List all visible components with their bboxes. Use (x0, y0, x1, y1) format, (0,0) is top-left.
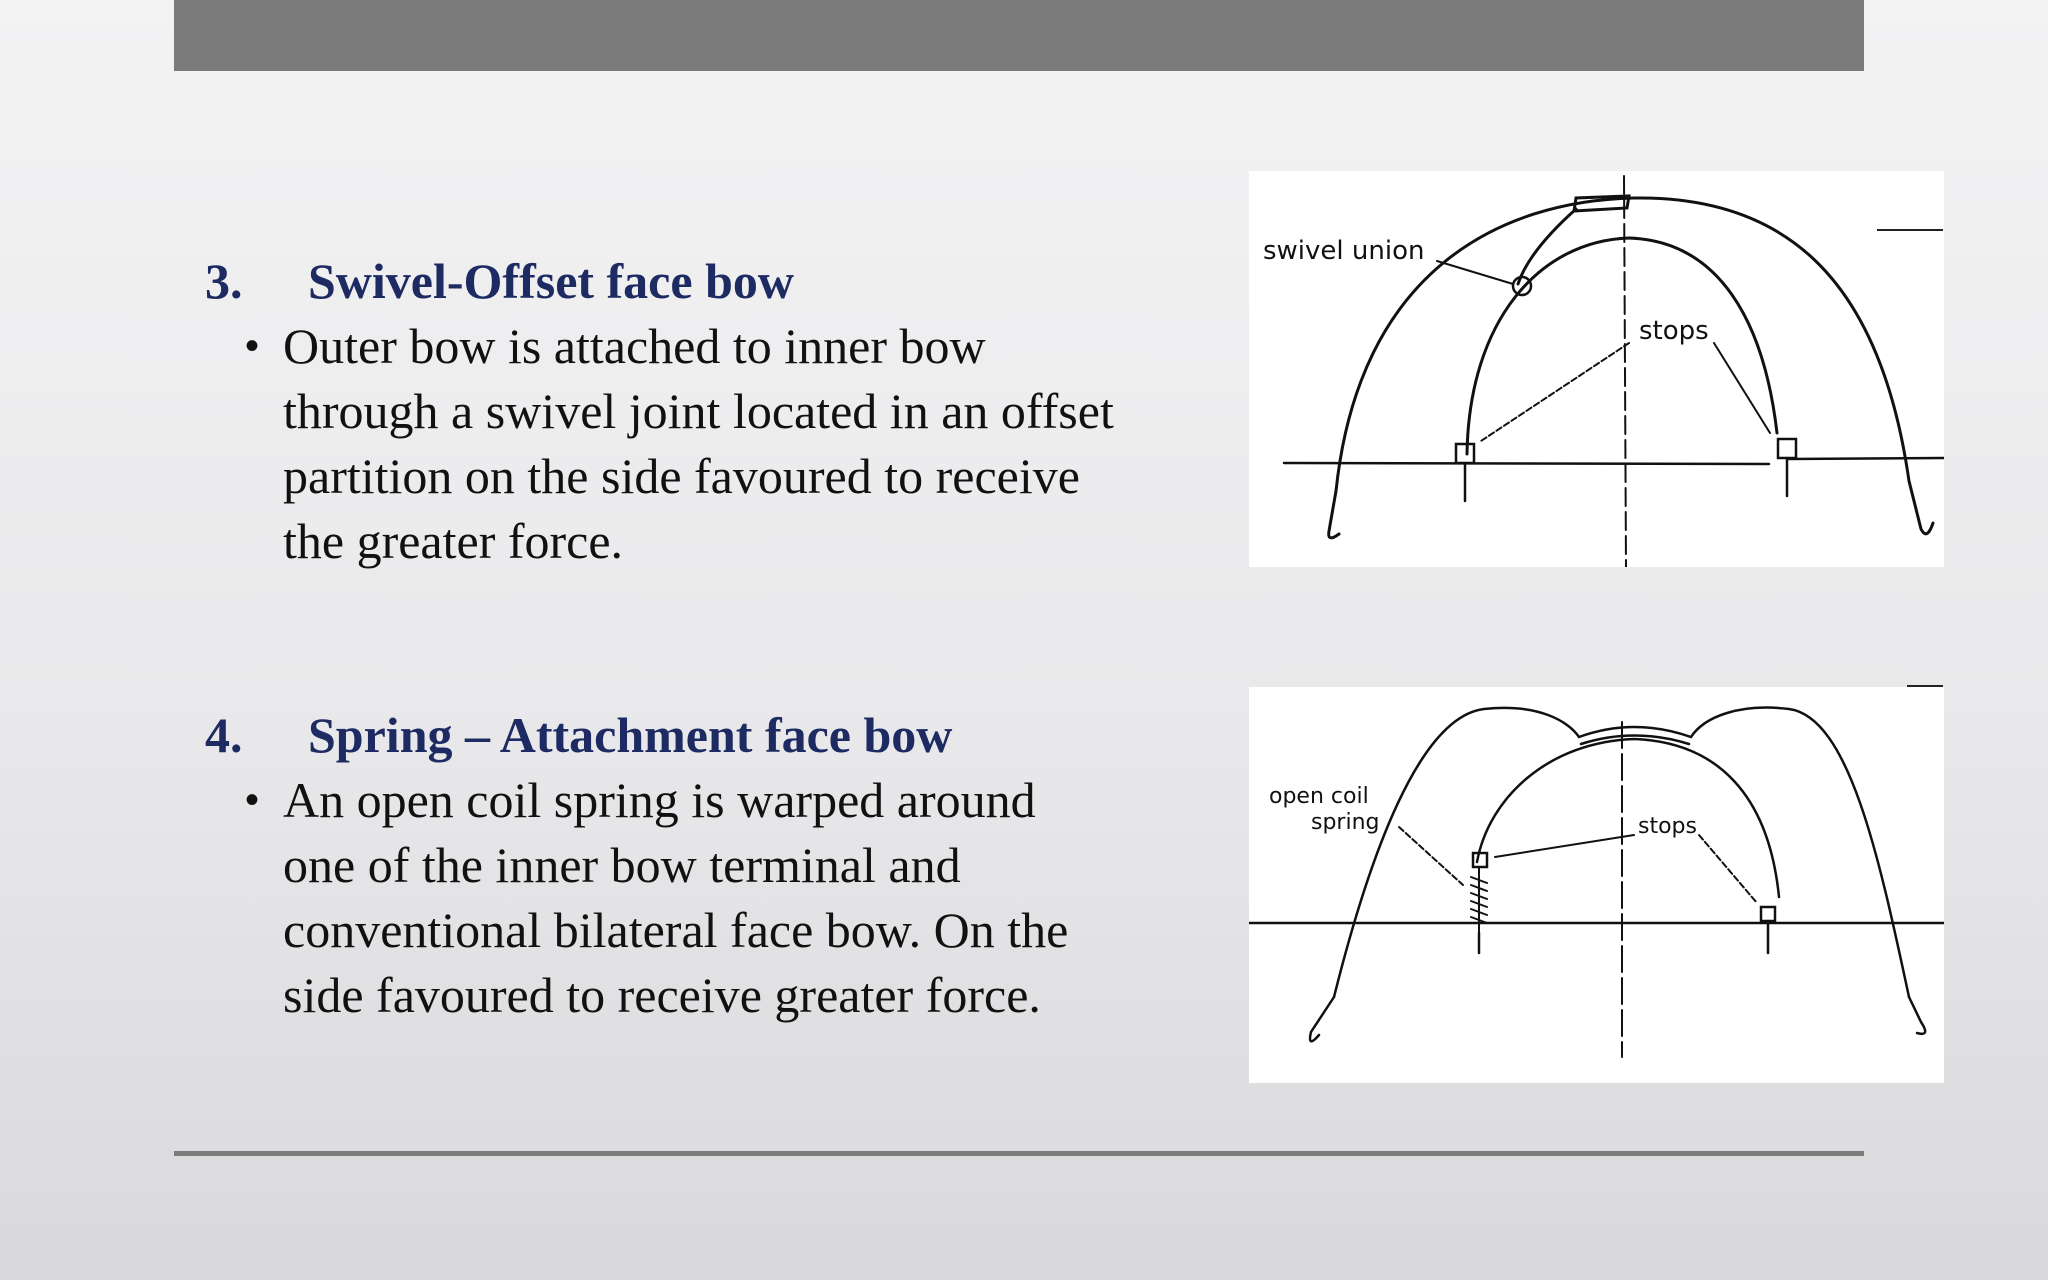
bullet-dot-icon: • (245, 778, 260, 822)
outer-bow-right-hook (1909, 997, 1925, 1034)
centre-line (1624, 176, 1626, 567)
occlusal-plane (1284, 458, 1944, 464)
bullet-line: An open coil spring is warped around (283, 772, 1036, 828)
bullet-item (245, 314, 1205, 574)
label-open-coil: open coil (1269, 784, 1369, 809)
bullet-line: the greater force. (283, 513, 624, 569)
bullet-line: conventional bilateral face bow. On the (283, 902, 1069, 958)
leader-stops-left (1481, 343, 1629, 441)
section-heading (205, 250, 1205, 312)
section-swivel-offset (205, 250, 1205, 574)
inner-bow (1477, 739, 1779, 897)
swivel-link (1518, 209, 1576, 284)
swivel-union-icon (1513, 277, 1531, 295)
outer-bow-right (1691, 708, 1909, 997)
bullet-line: partition on the side favoured to receive (283, 448, 1080, 504)
outer-bow-left (1334, 708, 1579, 997)
bullet-line: side favoured to receive greater force. (283, 967, 1041, 1023)
bullet-line: one of the inner bow terminal and (283, 837, 961, 893)
outer-bow-right-hook (1909, 481, 1933, 534)
leader-stops-left (1495, 835, 1634, 857)
leader-swivel (1437, 261, 1513, 284)
bullet-item (245, 768, 1205, 1028)
section-number: 4. (205, 707, 243, 763)
bottom-rule (174, 1151, 1864, 1156)
bullet-dot-icon: • (245, 324, 260, 368)
top-bar (174, 0, 1864, 71)
section-spring-attachment (205, 704, 1205, 1028)
outer-bow-left-hook (1310, 997, 1334, 1041)
inner-bow (1467, 238, 1777, 454)
leader-spring (1399, 827, 1463, 885)
stop-left (1456, 444, 1474, 463)
stop-left (1473, 853, 1487, 867)
bullet-text (283, 768, 1205, 1028)
label-spring: spring (1311, 810, 1380, 835)
label-stops: stops (1638, 814, 1697, 839)
section-title: Spring – Attachment face bow (308, 707, 953, 763)
edge-tick (1907, 685, 1943, 687)
stop-right (1761, 907, 1775, 921)
outer-bow-left-hook (1329, 491, 1339, 538)
section-title: Swivel-Offset face bow (308, 253, 794, 309)
face-bow-drawing (1249, 171, 1944, 567)
bullet-text (283, 314, 1205, 574)
diagram-spring-attachment-face-bow (1249, 687, 1944, 1083)
edge-tick (1877, 229, 1943, 231)
leader-stops-right (1699, 835, 1757, 903)
label-swivel-union: swivel union (1263, 236, 1425, 266)
bullet-line: through a swivel joint located in an offset (283, 383, 1114, 439)
bullet-line: Outer bow is attached to inner bow (283, 318, 986, 374)
stop-right (1778, 439, 1796, 458)
section-heading (205, 704, 1205, 766)
label-stops: stops (1639, 316, 1709, 346)
diagram-swivel-offset-face-bow (1249, 171, 1944, 567)
section-number: 3. (205, 253, 243, 309)
face-bow-drawing (1249, 687, 1944, 1083)
